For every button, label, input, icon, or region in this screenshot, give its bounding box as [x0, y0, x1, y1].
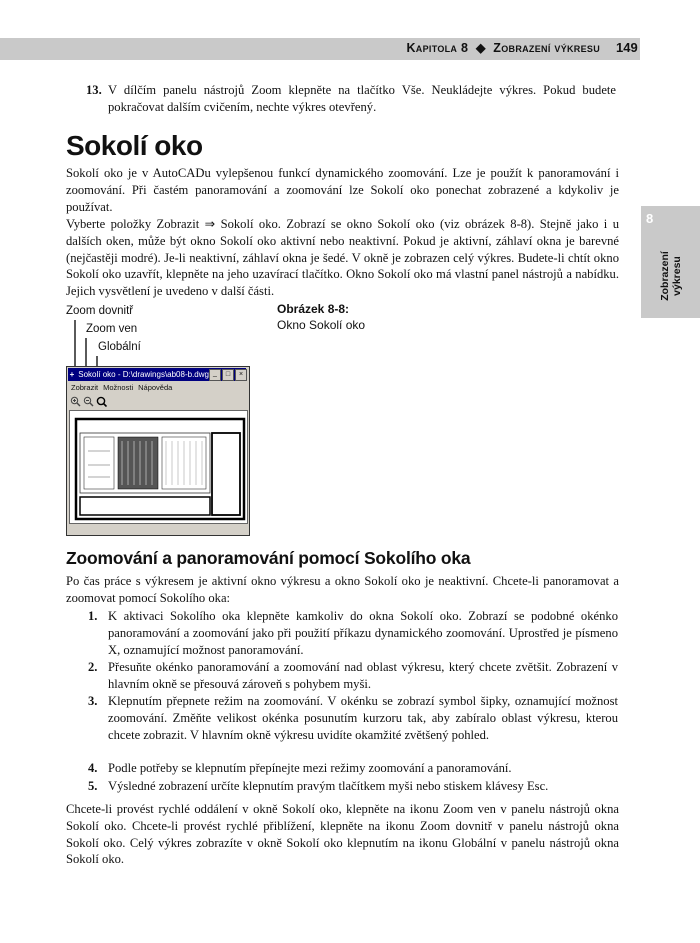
window-toolbar — [70, 396, 107, 407]
callout-global: Globální — [98, 341, 141, 353]
step-number: 2. — [88, 660, 98, 674]
step-number: 4. — [88, 761, 98, 775]
figure-caption-title: Obrázek 8-8: — [277, 302, 350, 316]
window-controls — [209, 369, 247, 380]
global-icon[interactable] — [96, 396, 107, 407]
menu-napoveda[interactable]: Nápověda — [138, 383, 173, 392]
chapter-thumb-number: 8 — [646, 211, 654, 226]
window-menu-bar — [71, 383, 172, 392]
step-number: 13. — [86, 83, 102, 97]
close-button[interactable]: × — [235, 369, 247, 381]
step-item — [88, 760, 618, 777]
subsection-heading: Zoomování a panoramování pomocí Sokolího oka — [66, 548, 471, 568]
paragraph-1: Sokolí oko je v AutoCADu vylepšenou funkcí dynamického zoomování. Lze je použít k panoramování i zoomování. Při častém panoramování a zoomování lze Sokolí oko ponechat zobrazené a kdykoliv je používat. — [66, 166, 619, 214]
aerial-view-window[interactable] — [66, 366, 250, 536]
step-text: Klepnutím přepnete režim na zoomování. V okénku se zobrazí symbol šipky, oznamující možnost zoomování. Změňte velikost okénka posunutím kurzoru tak, aby zabíralo oblast výkresu, kterou chcete zobrazit. V hlavním okně výkresu uvidíte okamžité zvětšený pohled. — [108, 694, 618, 742]
aerial-view-canvas[interactable] — [69, 410, 248, 524]
drawing-preview — [70, 411, 247, 523]
menu-moznosti[interactable]: Možnosti — [103, 383, 134, 392]
minimize-button[interactable]: _ — [209, 369, 221, 381]
separator-diamond: ◆ — [475, 41, 486, 55]
figure-caption-text: Okno Sokolí oko — [277, 318, 366, 332]
step-text: V dílčím panelu nástrojů Zoom klepněte na tlačítko Vše. Neukládejte výkres. Pokud budete pokračovat dalším cvičením, nechte výkres otevřený. — [108, 83, 616, 114]
section-heading: Sokolí oko — [66, 130, 203, 161]
step-item — [88, 693, 618, 743]
section-label: Zobrazení výkresu — [493, 41, 600, 55]
step-number: 5. — [88, 779, 98, 793]
step-text: Výsledné zobrazení určíte klepnutím pravým tlačítkem myši nebo stiskem klávesy Esc. — [108, 779, 549, 793]
paragraph-2: Vyberte položky Zobrazit ⇒ Sokolí oko. Zobrazí se okno Sokolí oko (viz obrázek 8-8). Stejně jako i u dalších oken, může být okno Sokolí oko aktivní nebo neaktivní. Pokud je aktivní, záhlaví okna je barevné (nejčastěji modré). Je-li neaktivní, záhlaví okna je šedé. V okně je zobrazen celý výkres. Budete-li chtít okno Sokolí oko uzavřít, klepněte na jeho uzavírací tlačítko. Okno Sokolí oko má vlastní panel nástrojů a nabídku. Jejich vysvětlení je uvedeno v další části. — [66, 217, 619, 299]
paragraph-4: Chcete-li provést rychlé oddálení v okně Sokolí oko, klepněte na ikonu Zoom ven v panelu nástrojů okna Sokolí oko. Chcete-li provést rychlé přiblížení, klepněte na ikonu Zoom dovnitř v panelu nástrojů okna Sokolí oko. Celý výkres zobrazíte v okně Sokolí oko klepnutím na ikonu Globální v panelu nástrojů okna Sokolí oko. — [66, 802, 619, 867]
chapter-thumb-label: Zobrazení výkresu — [659, 251, 683, 301]
callout-zoom-in: Zoom dovnitř — [66, 305, 134, 317]
window-title: Sokolí oko - D:\drawings\ab08-b.dwg — [78, 370, 209, 379]
chapter-label: Kapitola 8 — [406, 41, 469, 55]
maximize-button[interactable]: □ — [222, 369, 234, 381]
step-number: 1. — [88, 609, 98, 623]
step-item — [88, 778, 618, 795]
paragraph-3: Po čas práce s výkresem je aktivní okno výkresu a okno Sokolí oko je neaktivní. Chcete-li panoramovat a zoomovat pomocí Sokolího oka: — [66, 574, 619, 605]
step-text: Podle potřeby se klepnutím přepínejte mezi režimy zoomování a panoramování. — [108, 761, 512, 775]
step-text: K aktivaci Sokolího oka klepněte kamkoliv do okna Sokolí oko. Zobrazí se podobné okénko panoramování a zoomování jako při použití příkazu dynamického zoomování. Uprostřed je písmeno X, oznamující možnost panoramování. — [108, 609, 618, 657]
step-text: Přesuňte okénko panoramování a zoomování nad oblast výkresu, který chcete zvětšit. Zobrazení v hlavním okně se přesouvá zároveň s pohybem myši. — [108, 660, 618, 691]
zoom-in-icon[interactable] — [70, 396, 81, 407]
callout-zoom-out: Zoom ven — [86, 323, 138, 335]
step-item — [88, 659, 618, 693]
page-number: 149 — [616, 40, 638, 55]
menu-zobrazit[interactable]: Zobrazit — [71, 383, 99, 392]
step-number: 3. — [88, 694, 98, 708]
step-item — [88, 608, 618, 658]
window-system-icon[interactable]: + — [69, 370, 75, 379]
zoom-out-icon[interactable] — [83, 396, 94, 407]
